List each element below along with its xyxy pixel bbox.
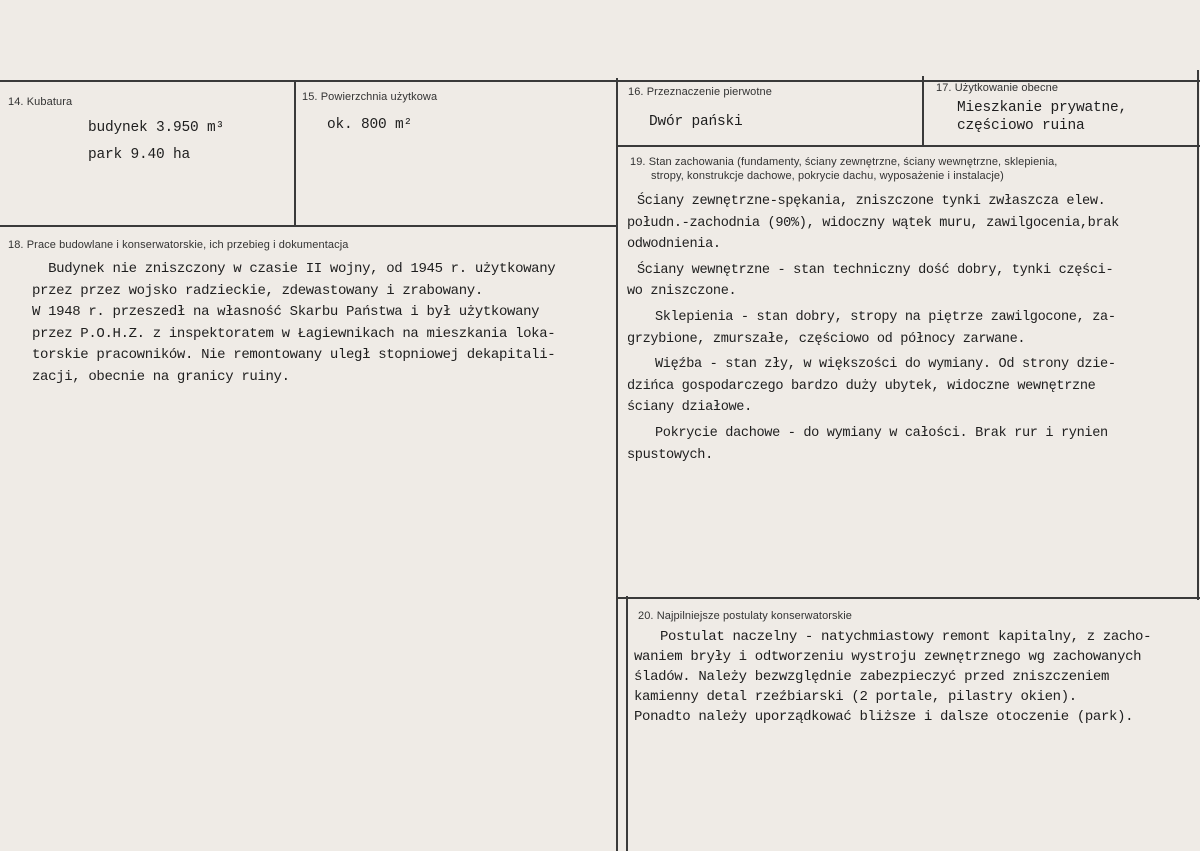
condition-line: dzińca gospodarczego bardzo duży ubytek, widoczne wewnętrzne — [627, 378, 1096, 394]
kubatura-label: 14. Kubatura — [8, 96, 73, 108]
construction-works-label: 18. Prace budowlane i konserwatorskie, ich przebieg i dokumentacja — [8, 239, 349, 251]
condition-line: odwodnienia. — [627, 237, 721, 253]
divider-16-17 — [922, 76, 924, 146]
divider-14-15 — [294, 81, 296, 226]
divider-left-bottom — [626, 596, 628, 851]
divider-19-20 — [618, 597, 1200, 599]
condition-label-line-2: stropy, konstrukcje dachowe, pokrycie dachu, wyposażenie i instalacje) — [651, 170, 1004, 182]
construction-line: przez P.O.H.Z. z inspektoratem w Łagiewnikach na mieszkania loka- — [32, 325, 556, 342]
condition-line: grzybione, zmurszałe, częściowo od północy zarwane. — [627, 331, 1026, 347]
divider-16-19 — [618, 145, 1200, 147]
condition-line: ściany działowe. — [627, 400, 752, 416]
current-use-label: 17. Użytkowanie obecne — [936, 82, 1059, 94]
condition-paragraph — [627, 307, 1119, 350]
construction-line: W 1948 r. przeszedł na własność Skarbu Państwa i był użytkowany — [32, 304, 540, 320]
divider-right-edge — [1197, 70, 1199, 600]
kubatura-building: budynek 3.950 m³ — [88, 120, 225, 136]
condition-line: Więźba - stan zły, w większości do wymiany. Od strony dzie- — [655, 357, 1116, 373]
kubatura-park: park 9.40 ha — [88, 147, 191, 163]
divider-top-row-left — [0, 225, 618, 227]
condition-line: połudn.-zachodnia (90%), widoczny wątek muru, zawilgocenia,brak — [627, 215, 1119, 231]
postulates-line: Postulat naczelny - natychmiastowy remont kapitalny, z zacho- — [660, 629, 1152, 645]
condition-line: Ściany zewnętrzne-spękania, zniszczone tynki zwłaszcza elew. — [637, 194, 1106, 209]
original-purpose-label: 16. Przeznaczenie pierwotne — [628, 86, 772, 98]
condition-paragraph — [627, 191, 1119, 256]
postulates-text — [634, 627, 1151, 727]
condition-line: Ściany wewnętrzne - stan techniczny dość dobry, tynki części- — [637, 262, 1114, 278]
divider-15-16 — [616, 78, 618, 851]
original-purpose-value: Dwór pański — [649, 114, 743, 130]
usable-area-label: 15. Powierzchnia użytkowa — [302, 91, 438, 103]
current-use-line-2: częściowo ruina — [957, 118, 1085, 134]
condition-paragraph — [627, 423, 1119, 466]
postulates-label: 20. Najpilniejsze postulaty konserwatorskie — [638, 610, 853, 622]
usable-area-value: ok. 800 m² — [327, 117, 413, 133]
construction-line: przez przez wojsko radzieckie, zdewastowany i zrabowany. — [32, 282, 483, 299]
current-use-line-1: Mieszkanie prywatne, — [957, 100, 1128, 116]
condition-paragraph — [627, 260, 1119, 303]
postulates-line: śladów. Należy bezwzględnie zabezpieczyć przed zniszczeniem — [634, 669, 1110, 685]
construction-line: Budynek nie zniszczony w czasie II wojny, od 1945 r. użytkowany — [32, 261, 556, 277]
condition-line: Pokrycie dachowe - do wymiany w całości. Brak rur i rynien — [655, 425, 1108, 441]
construction-line: torskie pracowników. Nie remontowany uległ stopniowej dekapitali- — [32, 347, 556, 363]
postulates-line: kamienny detal rzeźbiarski (2 portale, pilastry okien). — [634, 689, 1077, 705]
construction-line: zacji, obecnie na granicy ruiny. — [32, 368, 290, 385]
condition-line: wo zniszczone. — [627, 284, 737, 300]
condition-line: Sklepienia - stan dobry, stropy na piętrze zawilgocone, za- — [655, 309, 1116, 325]
postulates-line: Ponadto należy uporządkować bliższe i dalsze otoczenie (park). — [634, 709, 1134, 725]
postulates-line: waniem bryły i odtworzeniu wystroju zewnętrznego wg zachowanych — [634, 649, 1142, 665]
condition-label-line-1: 19. Stan zachowania (fundamenty, ściany zewnętrzne, ściany wewnętrzne, sklepienia, — [630, 156, 1058, 168]
condition-text — [627, 191, 1119, 466]
construction-works-text — [32, 259, 555, 388]
condition-paragraph — [627, 354, 1119, 419]
condition-line: spustowych. — [627, 447, 713, 463]
